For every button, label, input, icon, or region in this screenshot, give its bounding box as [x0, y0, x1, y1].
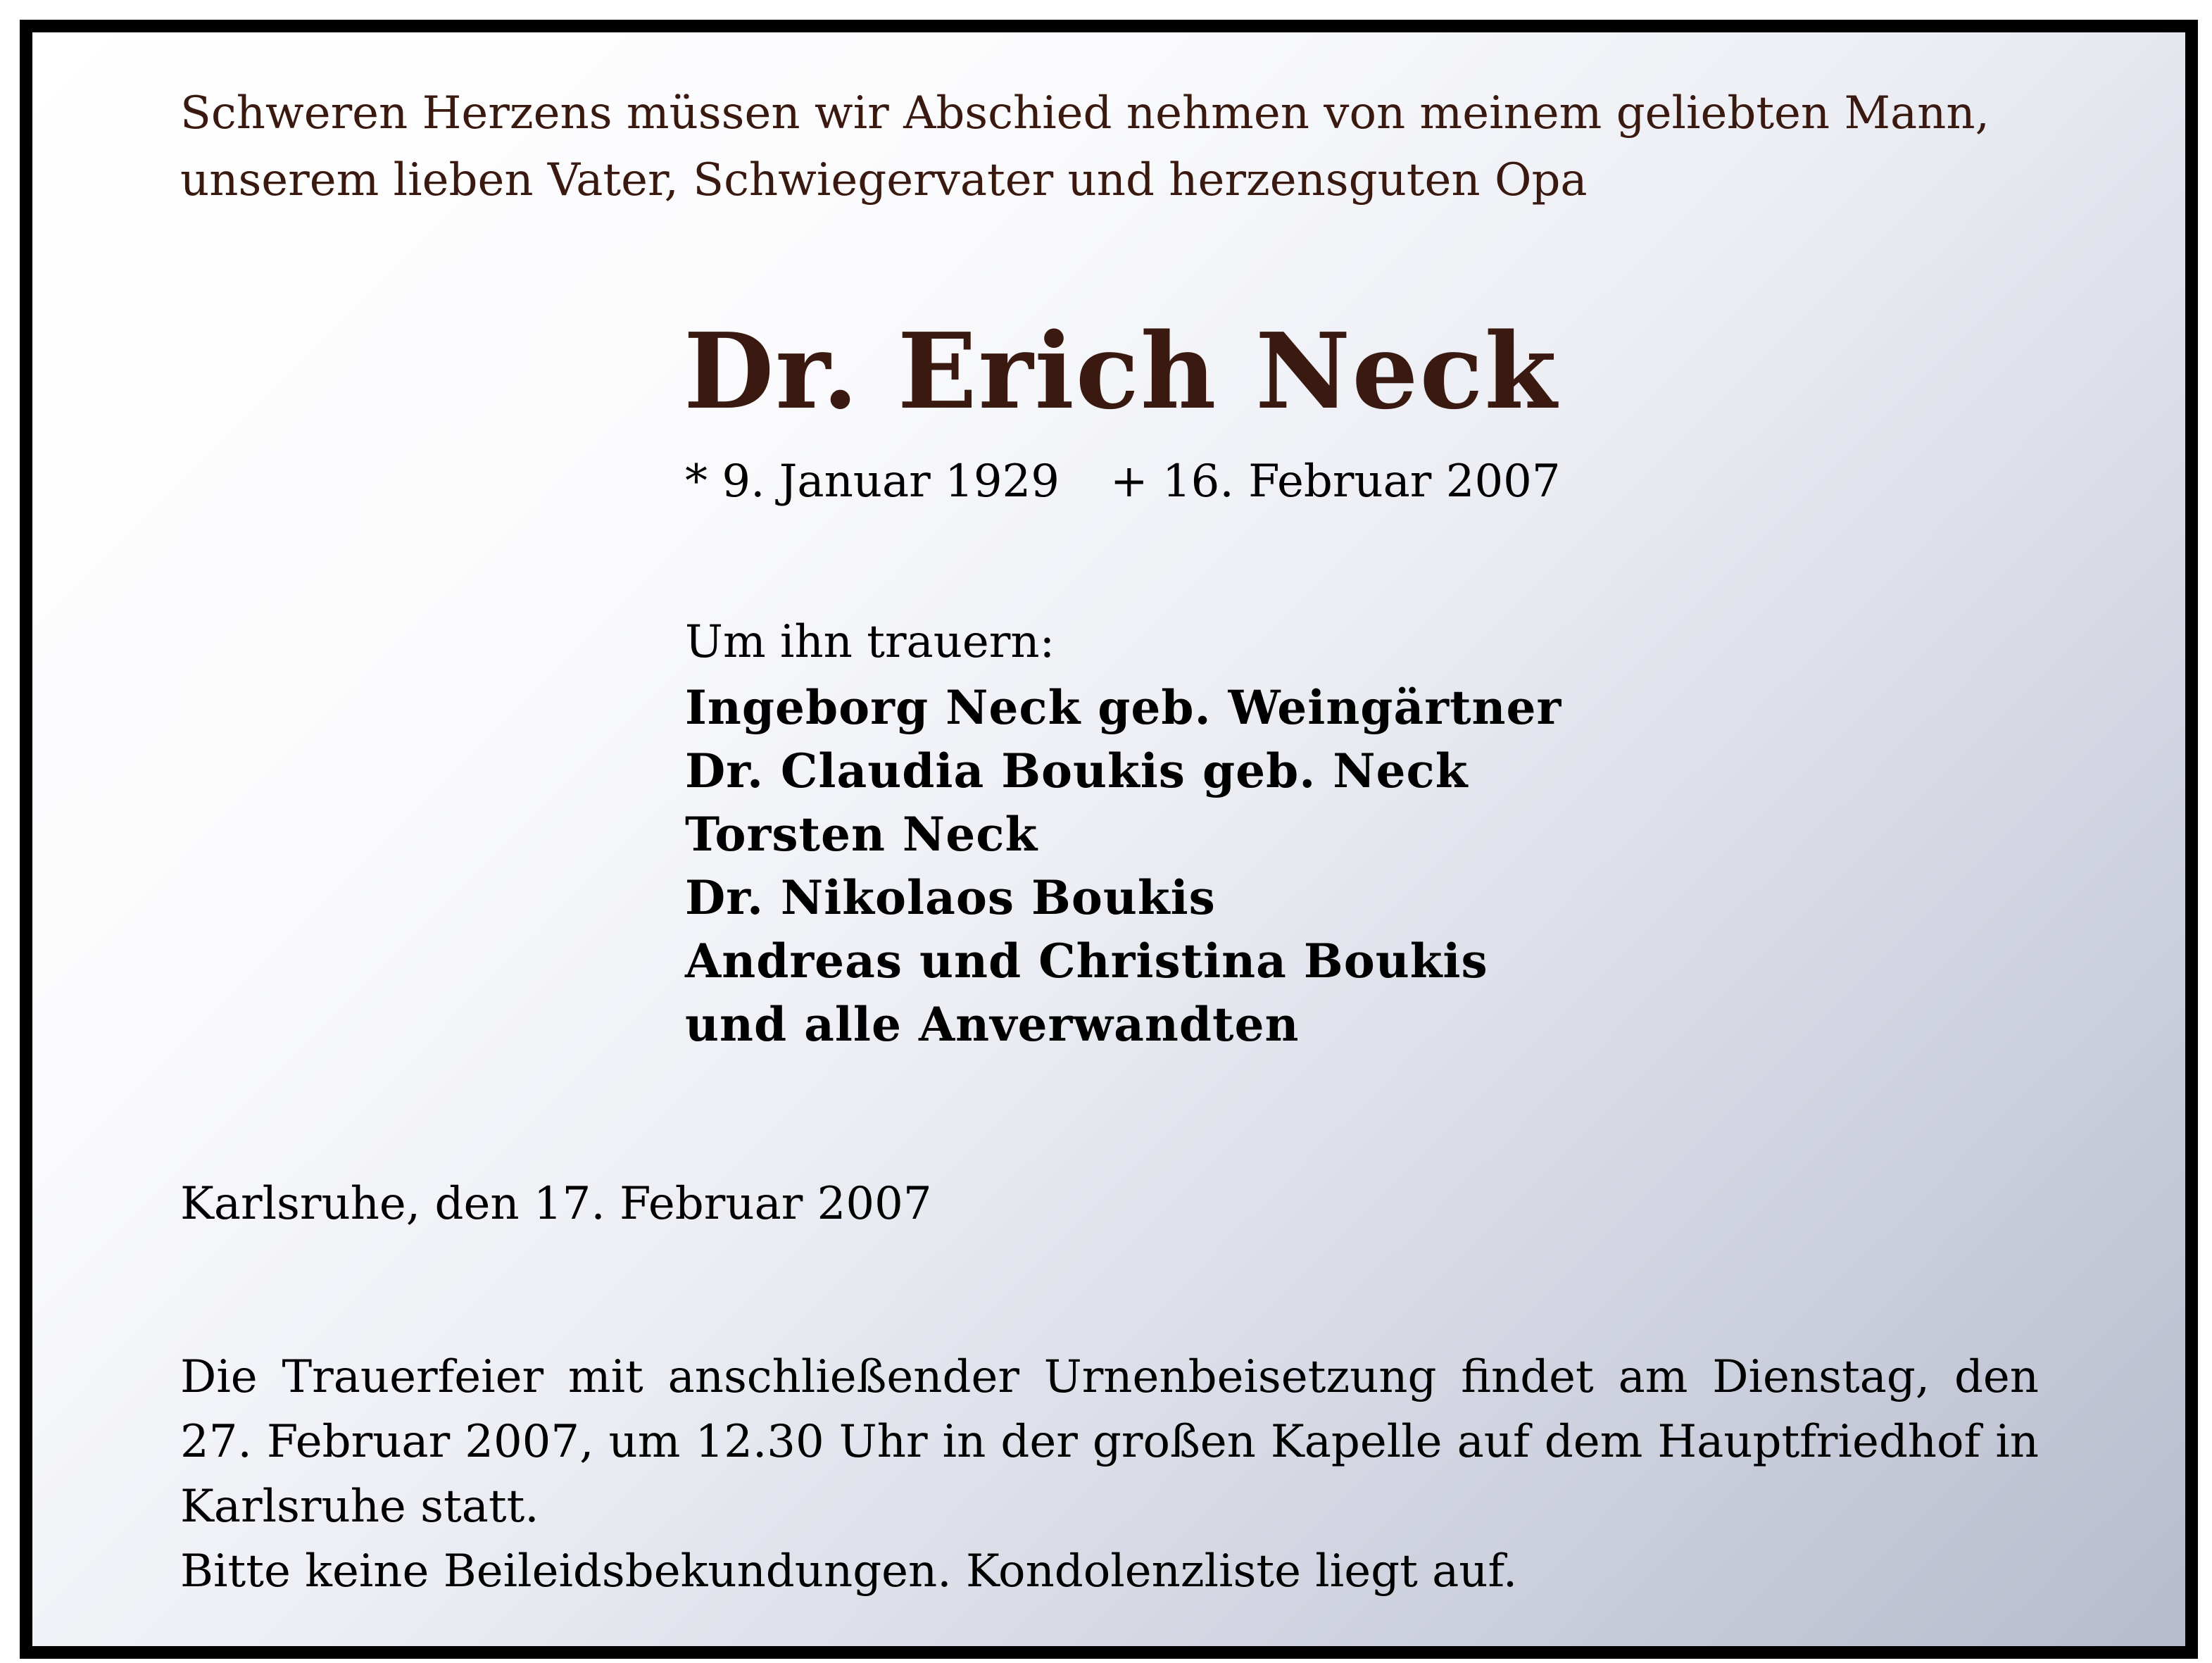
birth-date: * 9. Januar 1929	[685, 456, 1060, 508]
place-and-date: Karlsruhe, den 17. Februar 2007	[180, 1178, 932, 1230]
mourner-item: Dr. Nikolaos Boukis	[685, 870, 1216, 925]
mourner-item: Dr. Claudia Boukis geb. Neck	[685, 743, 1469, 798]
service-info-2	[180, 1410, 2039, 1474]
death-date: + 16. Februar 2007	[1110, 456, 1561, 508]
intro-line-1: Schweren Herzens müssen wir Abschied nehmen von meinem geliebten Mann,	[180, 87, 1990, 139]
mourner-item: und alle Anverwandten	[685, 997, 1300, 1052]
service-info-end	[180, 1474, 1517, 1604]
mourners-list	[685, 676, 1561, 1056]
mourner-item: Ingeborg Neck geb. Weingärtner	[685, 680, 1562, 735]
service-line-3: Karlsruhe statt.	[180, 1481, 539, 1533]
mourner-item: Andreas und Christina Boukis	[685, 934, 1488, 989]
mourner-item: Torsten Neck	[685, 807, 1038, 862]
mourners-intro: Um ihn trauern:	[685, 616, 1055, 668]
life-dates	[685, 453, 1561, 510]
service-info	[180, 1345, 2039, 1410]
service-line-1: Die Trauerfeier mit anschließender Urnenbeisetzung findet am Dienstag, den	[180, 1351, 2039, 1403]
service-line-2: 27. Februar 2007, um 12.30 Uhr in der großen Kapelle auf dem Hauptfriedhof in	[180, 1416, 2039, 1468]
obituary-card	[20, 20, 2198, 1659]
intro-text	[180, 80, 2081, 214]
condolence-note: Bitte keine Beileidsbekundungen. Kondolenzliste liegt auf.	[180, 1545, 1518, 1598]
deceased-name: Dr. Erich Neck	[684, 310, 1559, 432]
intro-line-2: unserem lieben Vater, Schwiegervater und herzensguten Opa	[180, 154, 1588, 206]
